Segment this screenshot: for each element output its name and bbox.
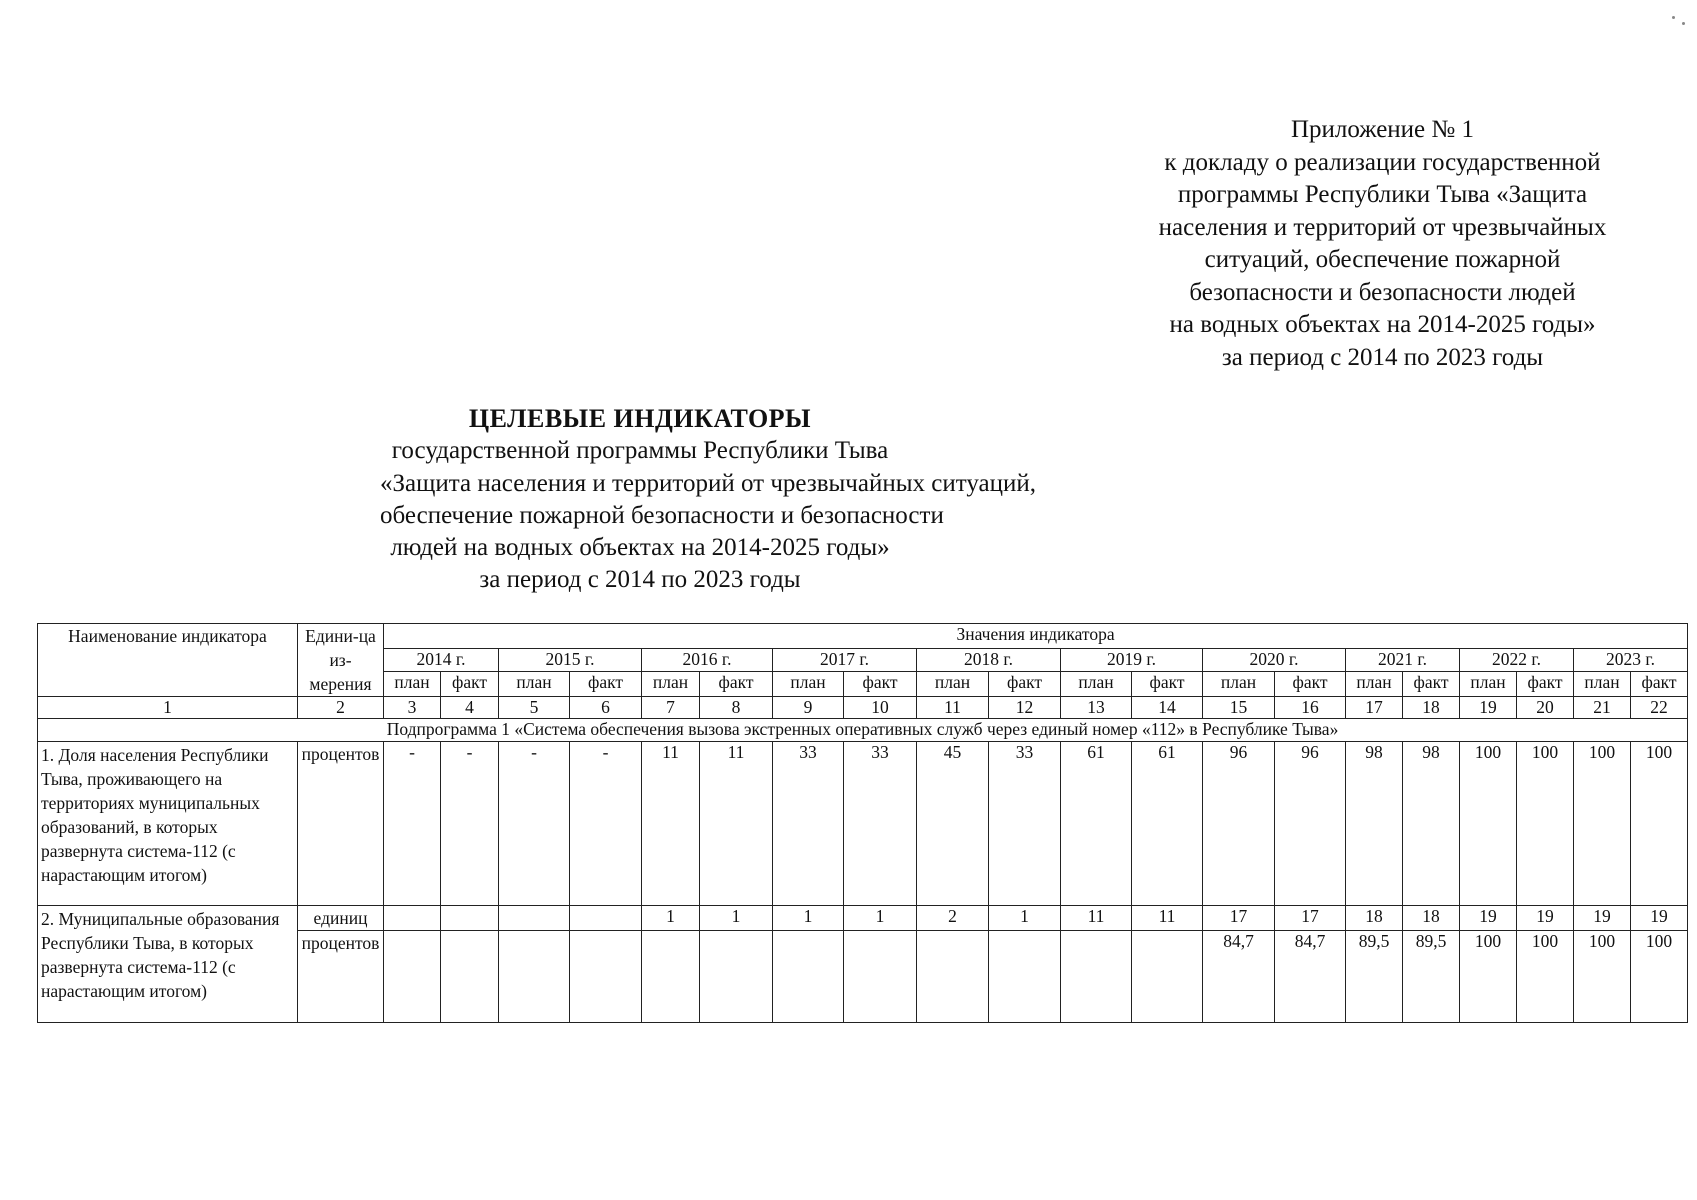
header-year: 2016 г. [642, 648, 773, 672]
appendix-line: ситуаций, обеспечение пожарной [1204, 246, 1561, 273]
value-cell [917, 931, 989, 1023]
subprogram-row [38, 719, 1688, 742]
value-cell: 33 [773, 742, 844, 906]
header-year: 2018 г. [917, 648, 1061, 672]
header-year: 2023 г. [1574, 648, 1688, 672]
column-number: 5 [499, 697, 570, 719]
value-cell: 17 [1203, 906, 1275, 931]
value-cell: 96 [1275, 742, 1346, 906]
column-number: 19 [1460, 697, 1517, 719]
header-plan: план [384, 672, 441, 697]
column-number: 3 [384, 697, 441, 719]
indicator-unit: единиц [298, 906, 384, 931]
value-cell: 18 [1346, 906, 1403, 931]
header-fact: факт [1132, 672, 1203, 697]
title-line: за период с 2014 по 2023 годы [479, 566, 801, 594]
column-number: 2 [298, 697, 384, 719]
value-cell: 17 [1275, 906, 1346, 931]
value-cell [384, 931, 441, 1023]
appendix-line: к докладу о реализации государственной [1164, 148, 1601, 176]
value-cell: 45 [917, 742, 989, 906]
title-main: ЦЕЛЕВЫЕ ИНДИКАТОРЫ [468, 404, 812, 433]
value-cell [499, 906, 570, 931]
value-cell [384, 906, 441, 931]
value-cell: 11 [1132, 906, 1203, 931]
header-name: Наименование индикатора [38, 624, 298, 697]
appendix-line: Приложение № 1 [1290, 116, 1475, 143]
indicators-table [37, 623, 1688, 1023]
column-number: 4 [441, 697, 499, 719]
header-fact: факт [1403, 672, 1460, 697]
value-cell: 1 [844, 906, 917, 931]
header-fact: факт [570, 672, 642, 697]
header-year: 2014 г. [384, 648, 499, 672]
title-line: государственной программы Республики Тыва [391, 437, 889, 465]
header-fact: факт [989, 672, 1061, 697]
scan-speck [1672, 16, 1675, 19]
header-plan: план [917, 672, 989, 697]
column-number: 9 [773, 697, 844, 719]
header-year: 2020 г. [1203, 648, 1346, 672]
value-cell: 19 [1631, 906, 1688, 931]
value-cell: 89,5 [1346, 931, 1403, 1023]
title-line: людей на водных объектах на 2014-2025 годы» [390, 534, 890, 562]
column-number: 20 [1517, 697, 1574, 719]
scan-speck [1682, 22, 1685, 25]
table-row-indicator-1 [38, 742, 1688, 906]
header-fact: факт [1517, 672, 1574, 697]
value-cell: 100 [1574, 931, 1631, 1023]
value-cell: 61 [1132, 742, 1203, 906]
value-cell [989, 931, 1061, 1023]
value-cell: 11 [642, 742, 700, 906]
indicator-name: 1. Доля населения Республики Тыва, проживающего на территориях муниципальных образований, в которых развернута система-112 (с нарастающим итогом) [38, 742, 298, 906]
value-cell [844, 931, 917, 1023]
value-cell: 89,5 [1403, 931, 1460, 1023]
column-number: 7 [642, 697, 700, 719]
column-number: 14 [1132, 697, 1203, 719]
value-cell: 100 [1460, 931, 1517, 1023]
value-cell: 11 [700, 742, 773, 906]
header-fact: факт [441, 672, 499, 697]
value-cell: - [499, 742, 570, 906]
value-cell: - [384, 742, 441, 906]
value-cell: - [570, 742, 642, 906]
subprogram-title: Подпрограмма 1 «Система обеспечения вызова экстренных оперативных служб через единый номер «112» в Республике Тыва» [38, 719, 1688, 742]
header-year: 2015 г. [499, 648, 642, 672]
header-plan: план [1203, 672, 1275, 697]
value-cell: 33 [844, 742, 917, 906]
value-cell: 84,7 [1203, 931, 1275, 1023]
column-number: 17 [1346, 697, 1403, 719]
column-number: 12 [989, 697, 1061, 719]
appendix-header [1110, 114, 1655, 374]
column-number: 10 [844, 697, 917, 719]
header-plan: план [1061, 672, 1132, 697]
header-fact: факт [700, 672, 773, 697]
value-cell [642, 931, 700, 1023]
value-cell: 11 [1061, 906, 1132, 931]
header-year: 2017 г. [773, 648, 917, 672]
column-number: 13 [1061, 697, 1132, 719]
header-unit: Едини-ца из-мерения [298, 624, 384, 697]
appendix-line: за период с 2014 по 2023 годы [1221, 343, 1544, 371]
document-title [380, 403, 1037, 597]
value-cell: 100 [1631, 742, 1688, 906]
column-numbers-row [38, 697, 1688, 719]
value-cell [441, 931, 499, 1023]
header-plan: план [499, 672, 570, 697]
header-fact: факт [1631, 672, 1688, 697]
value-cell [570, 906, 642, 931]
column-number: 8 [700, 697, 773, 719]
header-plan: план [1346, 672, 1403, 697]
value-cell [1132, 931, 1203, 1023]
header-plan: план [1574, 672, 1631, 697]
value-cell: 18 [1403, 906, 1460, 931]
value-cell [1061, 931, 1132, 1023]
value-cell: 96 [1203, 742, 1275, 906]
value-cell [773, 931, 844, 1023]
value-cell: 100 [1517, 742, 1574, 906]
column-number: 16 [1275, 697, 1346, 719]
header-row-1 [38, 624, 1688, 649]
indicator-unit: процентов [298, 931, 384, 1023]
column-number: 21 [1574, 697, 1631, 719]
header-year: 2022 г. [1460, 648, 1574, 672]
value-cell: 98 [1403, 742, 1460, 906]
appendix-line: программы Республики Тыва «Защита [1177, 181, 1588, 208]
value-cell: 1 [700, 906, 773, 931]
column-number: 11 [917, 697, 989, 719]
value-cell: 100 [1574, 742, 1631, 906]
appendix-line: на водных объектах на 2014-2025 годы» [1169, 311, 1596, 338]
value-cell [499, 931, 570, 1023]
value-cell: 100 [1631, 931, 1688, 1023]
table-row-indicator-2a [38, 906, 1688, 931]
value-cell: 100 [1460, 742, 1517, 906]
value-cell: 98 [1346, 742, 1403, 906]
value-cell: 100 [1517, 931, 1574, 1023]
title-line: обеспечение пожарной безопасности и безопасности [380, 501, 944, 529]
value-cell: 33 [989, 742, 1061, 906]
value-cell: 84,7 [1275, 931, 1346, 1023]
value-cell: 61 [1061, 742, 1132, 906]
value-cell: 1 [642, 906, 700, 931]
indicator-unit: процентов [298, 742, 384, 906]
appendix-line: безопасности и безопасности людей [1189, 278, 1576, 306]
header-fact: факт [844, 672, 917, 697]
column-number: 22 [1631, 697, 1688, 719]
value-cell: 1 [773, 906, 844, 931]
value-cell: 19 [1574, 906, 1631, 931]
header-fact: факт [1275, 672, 1346, 697]
header-plan: план [1460, 672, 1517, 697]
header-year: 2019 г. [1061, 648, 1203, 672]
value-cell: - [441, 742, 499, 906]
title-line: «Защита населения и территорий от чрезвычайных ситуаций, [380, 469, 1037, 497]
header-values: Значения индикатора [384, 624, 1688, 649]
column-number: 18 [1403, 697, 1460, 719]
value-cell [441, 906, 499, 931]
value-cell: 1 [989, 906, 1061, 931]
header-plan: план [642, 672, 700, 697]
header-year: 2021 г. [1346, 648, 1460, 672]
value-cell: 19 [1460, 906, 1517, 931]
column-number: 15 [1203, 697, 1275, 719]
indicator-name: 2. Муниципальные образования Республики Тыва, в которых развернута система-112 (с нарастающим итогом) [38, 906, 298, 1023]
value-cell [570, 931, 642, 1023]
column-number: 6 [570, 697, 642, 719]
value-cell [700, 931, 773, 1023]
value-cell: 2 [917, 906, 989, 931]
column-number: 1 [38, 697, 298, 719]
appendix-line: населения и территорий от чрезвычайных [1158, 213, 1607, 241]
value-cell: 19 [1517, 906, 1574, 931]
header-plan: план [773, 672, 844, 697]
